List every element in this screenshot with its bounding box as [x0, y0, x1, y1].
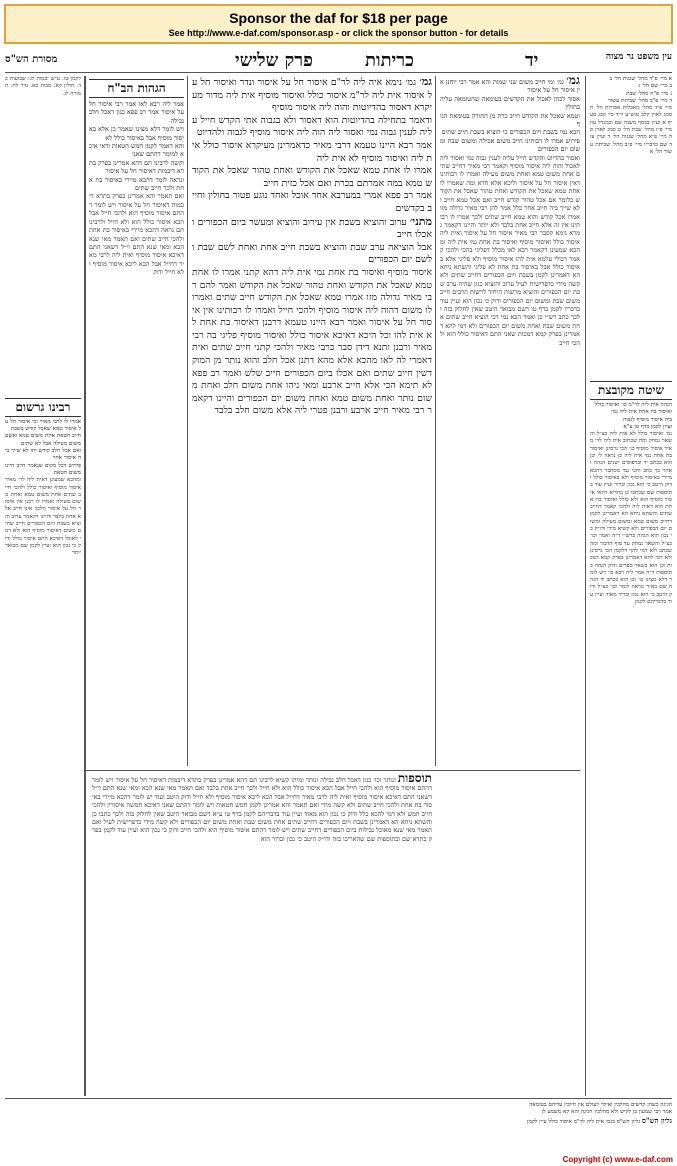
footer-notes	[5, 1102, 672, 1154]
gemara-line: גמ׳ גמ׳ נימא איה ליה לר"ם איסור חל על איסור ונדר ואיסור חל על איסור אית ליה לר"מ איסור כולל ואיסור מוסיף אית ליה מדור מעיקרא דאסור בהדיוטות והוה ליה איסור מוסיף	[192, 76, 432, 114]
column-rule	[187, 76, 188, 766]
hagahot-heading: הגהות הב"ח	[89, 79, 184, 98]
tosafot-line: אמר ליה רבא לאו אמר רבי איסור חל על איסור אמר רב פפא כגון דאכל חלב נבילה	[89, 100, 184, 125]
shita-line: ועיין לקמן בדף טו ע"א	[623, 423, 672, 430]
tosafot-line: וקשה לרבינו תם דהא אמרינן בפרק בתרא דיבמות דאיסור חל על איסור	[89, 158, 184, 176]
column-rule	[85, 76, 86, 1096]
shita-mekubetzet-column	[590, 378, 672, 1098]
mishna-dibbur: מתני׳	[409, 214, 432, 228]
shita-mekubetzet-heading: שיטה מקובצת	[590, 381, 672, 400]
rashi-line: גמ׳ גמ׳ ומי חייב משום שני שמות והא אמר רבי יוחנן אין איסור חל על איסור	[440, 76, 580, 95]
gemara-line: אמר רבא היינו טעמא דרבי מאיר כדאמרינן מעיקרא איסור כולל אית ליה ואיסור מוסיף לא אית ליה	[192, 139, 432, 164]
footer-line: אמר רבי שמעון בן לקיש ולא מהלכין חגיגה והא קא משמע לן	[541, 1109, 672, 1116]
gemara-line: אבל הוציאה ערב שבת והוציא בשבת חייב אחת ואחת לשם שבת ולשם יום הכפורים	[192, 241, 432, 266]
ein-mishpat-line: ד מיי׳ פ"ב מהל׳ שביתת עשור	[607, 97, 672, 104]
section-rule	[85, 770, 580, 771]
rabbeinu-gershom-column	[5, 76, 81, 1096]
tosafot-column	[89, 76, 184, 766]
ein-mishpat-line: ג מיי׳ פ"ח מהל׳ שבת	[626, 90, 672, 97]
rashi-dibbur: גמ׳	[566, 76, 580, 87]
copyright-notice[interactable]: Copyright (c) www.e-daf.com	[562, 1155, 673, 1164]
sponsor-banner[interactable]	[4, 4, 673, 44]
rashi-line: פירוש אמרו לו רבותינו חייב משום אכילה ומשום שבת ומשום יום הכפורים	[440, 136, 580, 154]
gemara-filler: איסור מוסיף ואיסור בת אחת נמי אית ליה דהא קתני אמרו לו אחת טמא שאכל את הקודש ואחת טהור שאכל את הקודש ואמר להם רבי מאיר גדולה מזו אמרו טמא שאכל את הקודש חייב שתים ואמרו לו משום דהוה ליה איסור מוסיף ולהכי חייל ואמרו לו רבותינו אין איסור חל על איסור ואמר רבא היינו טעמא דרבנן דאיסור בת אחת לא אית להו וכל היכא דאיכא איסור כולל ואיסור מוסיף פליגי בה רבי מאיר ורבנן ותנא דידן סבר כרבי מאיר ולהכי קתני חייב שתים ואית דאמרי לה לאו מהכא אלא מהא דתנן אכל חלב והוא נותר מן המוקדשין חייב שתים ואם אכלו ביום הכפורים חייב שלש ואמר רב פפא לא תימא הכי אלא חייב ארבע ומאי ניהו אחת משום חלב ואחת משום נותר ואחת משום טמא ואחת משום יום הכפורים והיינו דקאמר רבי מאיר חייב ארבע ורבנן פטרי ליה אלא משום חלב בלבד	[192, 266, 432, 417]
tosafot-lower-line: תוספות ונותר וכו׳ כגון דאכל חלב נבילה ונותר ומיהו קשיא לרבינו תם דהא אמרינן בפרק בתרא דיבמות דאיסור חל על איסור ויש לומר דהתם איסור מוסיף הוא ולהכי חייל אבל הכא איסור כולל הוא ולא חייל ולכך חייב אחת בלבד ואם תאמר מאי שנא הכא ומאי שנא התם וי״ל דשאני התם דאיכא איסור מוסיף ואית ליה לרבי מאיר דחייל אבל הכא ליכא איסור מוסיף ולא חייל ודוק היטב ועוד יש לומר דהכא מיירי באיסור בת אחת ולהכי חייב שתים ולא קשה מידי ואם תאמר והא אמרינן לקמן חמש חטאות ויש לומר דהתם שאני דאיכא חמשה איסורין ולהכי חייב חמש ולא דמי להכא כלל ודוק כי נכון הוא מאוד ועיין עוד בדבריהם לקמן בדף טו ע״א דשם מבואר היטב שאין לחלוק בזה ולכך כתבו כן והשתא ניחא הא דאמרינן בשבת ויום הכפורים דחייב שתים אחת משום שבת ואחת משום יום הכפורים ולא קשה מידי כדפרישית לעיל ואם תאמר מאי שנא מאוכל נבילות ביום הכפורים דחייב שתים ויש לומר דהתם איסור מוסיף הוא ולהכי חייב ודוק כי נכון הוא ועיין עוד לקמן בפרק בתרא שם ובתוספות שם שהאריכו בזה ודו״ק היטב כי נכון וברור הוא	[92, 774, 432, 843]
ein-mishpat-filler: מיי׳ פ״ד מהל׳ מאכלות אסורות הל׳ ח סמג לאוין קלב טוש״ע יו״ד סי׳ קכג סעיף א ועיין בכסף משנה שם ובמגדל עוז מיי׳ פ״ז מהל׳ שבת הל׳ ט סמג לאוין סה מיי׳ פ״א מהל׳ שגגות הל׳ ד ועיין עוד שם בדבריו מיי׳ פ״ב מהל׳ שביתת עשור הל׳ א	[590, 105, 672, 155]
ein-mishpat-title: עין משפט נר מצוה	[605, 52, 672, 62]
column-rule	[435, 76, 436, 766]
gershom-line: אמרו לו לרבי מאיר וכי איסור חל על איסור טמא שאכל קודש בשבת	[5, 418, 81, 433]
gershom-line: חייב חטאת אחת משום טמא ואשם משום מעילה אבל לא שתים	[5, 433, 81, 447]
ein-mishpat-column	[590, 76, 672, 376]
shita-filler: גמ׳ ואיסור כולל לא אית ליה כצ״ל והשאר נמחק ומה שכתוב אית ליה לר׳ מאיר איסור מוסיף כו׳ הכי גרסינן ואיסור בת אחת נמי אית ליה כן נראה לי וכן הוא בכתב יד ובדפוסים ישנים הגהה ואחר כך כתב והכי נמי מסתבר דהכא מיירי באיסור מוסיף ולא באיסור כולל ודוק היטב כי הוא נכון וברור ועיין עוד בתוספות שם שכתבו כן בהדיא דהאי איסור מוסיף הוא ולא כולל ואיסור בת אחת הוא דאית ליה ולהכי קאמר דחייב שתים והשתא ניחא הא דאמרינן לקמן דחייב משום טמא ומשום מעילה ומשום יום הכפורים ולא קשיא מידי ודו״ק כי נכון הוא הגהה ברש״י ד״ה ואמר וכו׳ כצ״ל והשאר נמחק עד סוף הדבור ומה שכתב ולא דמי להך דלקמן הכי גרסינן ולא דמי להא דאמרינן בפרק קמא דמכות וכן הוא בשאר ספרים ודוק הגהה בתוספות ד״ה אמר ליה רבא כו׳ ויש לומר דלא מצינו כו׳ וכן הוא בכתב יד הגהה שם בא״ד ונראה לומר וכו׳ כצ״ל ודוק היטב כי הוא נכון וברור מאוד ועיין עוד בדבריהם לקמן	[590, 431, 672, 606]
gilyon-heading: גליון הש"ס	[641, 1115, 672, 1125]
gemara-line: ודאמר בתחילה בהדיוטות הוא דאסור ולא בגבוה אתי הקדש חייל עליה לענין גבוה נמי ואסור ליה הוה ליה איסור מוסיף לגבוה ולהדיוט	[192, 114, 432, 139]
gemara-column	[192, 76, 432, 766]
masoret-filler: לקמן טו. ע״ש יבמות לג: שבועות כד. חולין קא: מכות כא. נזיר לח. תמורה לג.	[5, 76, 81, 97]
shita-line: הגהה אית ליה לר"מ כו׳ ואיסור כולל	[594, 402, 672, 408]
rabbeinu-gershom-heading: רבינו גרשום	[5, 398, 81, 417]
gemara-dibbur: גמ׳	[419, 76, 432, 88]
sponsor-title[interactable]: Sponsor the daf for $18 per page	[229, 10, 448, 26]
gemara-line: אמר רב פפא אמרי במערבא אחד אוכל ואחד נוגע פטור בחולין וחייב בקדשים	[192, 190, 432, 214]
ein-mishpat-line: א מיי׳ פ"ד מהל׳ שגגות הל׳ ב	[609, 76, 672, 82]
footer-rule	[5, 1098, 672, 1099]
gemara-line: אמרו לו אחת טמא שאכל את הקודש ואחת טהור שאכל את הקודש טמא במה אמרתם בכרת ואם אכל כזית חייב	[192, 165, 432, 189]
rashi-line: אסור לכהן לאכול את הקדשים בטומאה שהטומאה עליה בחולין	[440, 94, 580, 112]
rashi-column	[440, 76, 580, 1096]
masoret-hashas-title: מסורת הש"ס	[5, 54, 58, 65]
tosafot-line: ונראה לומר דהכא מיירי באיסור בת אחת ולכך חייב שתים	[89, 175, 184, 193]
tosafot-line: והא דאמר לקמן חמש חטאות ודאי איכא למימר דהתם שאני	[89, 142, 184, 159]
page-header	[5, 48, 672, 70]
folio-number: יד	[525, 50, 539, 71]
tosafot-line: ויש לומר דלא מצינו שאמר כן אלא באיסור מוסיף אבל באיסור כולל לא	[89, 125, 184, 142]
shita-line: ואיסור בת אחת אית ליה נמי	[611, 409, 672, 416]
sponsor-subtitle[interactable]: See http://www.e-daf.com/sponsor.asp - or click the sponsor button - for details	[168, 28, 509, 38]
column-rule	[585, 76, 586, 1096]
talmud-page	[5, 48, 672, 1158]
rashi-filler: ואסור בהדיוט והקדש חייל עליה לענין גבוה נמי ואסור ליה לאכול והוה ליה איסור מוסיף וקאמר רבי מאיר דחייב שתים אחת משום טמא ואחת משום מעילה ואמרו לו רבותינו דאין איסור חל על איסור וליכא אלא חדא ומה שאמרו לו אחת טמא שאכל את הקודש ואחת טהור שאכל את הקודש כלומר אם אכל טהור קודש חייב ואם אכל טמא חייב ולא שייך ביה חיוב אחר כלל אמר להן רבי מאיר גדולה מזו אמרו אכל קודש והוא טמא חייב שתים ולכך אמרו לו רבותינו אין זה אלא חייב אחת בלבד ולא יותר והיינו דקאמר גמרא נימא קסבר רבי מאיר איסור חל על איסור ואית ליה איסור כולל ואיסור מוסיף ואיסור בת אחת נמי אית ליה ומהכא שמעינן דקאמר רבא לאו מכלל דפליגי בהכי ולהכי קאמר דכולי עלמא אית להו איסור מוסיף ולא פליגי אלא באיסור כולל אבל באיסור בת אחת לא פליגי והשתא ניחא הא דאמרינן לקמן בשבת ויום הכפורים דחייב שתים ולא קשה מידי כדפרישית לעיל ערוב והוציא כגון שהיה ערב שבת יום הכפורים והוציא מרשות היחיד לרשות הרבים חייב משום שבת ומשום יום הכפורים ודוק כי נכון הוא ועיין עוד בדבריו לקמן בדף טו דשם מבואר היטב שאין לחלוק בזה ולכך כתב רש״י כן ואמר הכא נמי דכי הוציא חייב שתים אחת משום שבת ואחת משום יום הכפורים ולא דמי להא דאמרינן בפרק קמא דמכות שאני התם דאיסור כולל הוא ולהכי חייב	[440, 153, 580, 347]
header-rule	[5, 72, 672, 73]
tractate-name: כריתות	[365, 50, 414, 71]
gershom-line: ואם אכל חלב קודש ותו לא שייך ביה איסור אחר	[5, 448, 81, 462]
chapter-title: פרק שלישי	[235, 50, 313, 71]
rashi-line: הכא נמי בשבת ויום הכפורים כי הוציא בשבת חייב שתים	[441, 128, 580, 137]
tosafot-lower	[92, 774, 432, 1096]
tosafot-filler: ואם תאמר והא אמרינן בפרק בתרא דיבמות דאיסור חל על איסור ויש לומר דהתם איסור מוסיף הוא ולהכי חייל אבל הכא איסור כולל הוא ולא חייל ולרבינו תם נראה דהכא מיירי באיסור בת אחת ולהכי חייב שתים ואם תאמר מאי שנא הכא ומאי שנא התם וי״ל דשאני התם דאיכא איסור מוסיף ואית ליה לרבי מאיר דחייל אבל הכא ליכא איסור מוסיף ולא חייל ודוק	[89, 192, 184, 277]
gershom-line: פירוש דכל מקום שנאמר חייב היינו משום חטאת	[5, 462, 81, 476]
gershom-filler: ומהכא שמעינן דאית ליה לר׳ מאיר איסור מוסיף ואיסור כולל ולהכי חייב שתים אחת משום טמא ואחת משום מעילה ואמרו לו רבנן אין איסור חל על איסור הלכך אינו חייב אלא אחת בלבד והיינו דקאמר ערוב והוציא בשבת ויום הכפורים חייב שתים משום דאיסור מוסיף הוא ולא דמי לאוכל דאיכא התם איסור כולל ודוק כי נכון הוא ועיין לקמן שם מבואר יותר	[5, 477, 81, 557]
rashi-line: וטמא שאכל את הקודש חייב כרת מן התורה בטומאת הגוף	[440, 111, 580, 129]
tosafot-heading: תוספות	[397, 774, 432, 785]
shita-line: ביה איסור מוסיף לגבוה	[623, 416, 672, 423]
gilyon-line: גליון הש"ס גליון הש"ס בגמ׳ אית ליה לר"מ איסור כולל עיין לקמן	[527, 1115, 672, 1125]
gemara-line: מתני׳ ערוב והוציא בשבת אין עירוב והוציא ומעשר ביום הכפורים ואכלו חייב	[192, 214, 432, 241]
footer-line: חגיגה כשהן קדשים מהלכין ואילך לעולם אין חייבין עליהם בטומאה	[529, 1102, 672, 1108]
ein-mishpat-line: ב מיי׳ שם הל׳ ג	[638, 83, 672, 90]
